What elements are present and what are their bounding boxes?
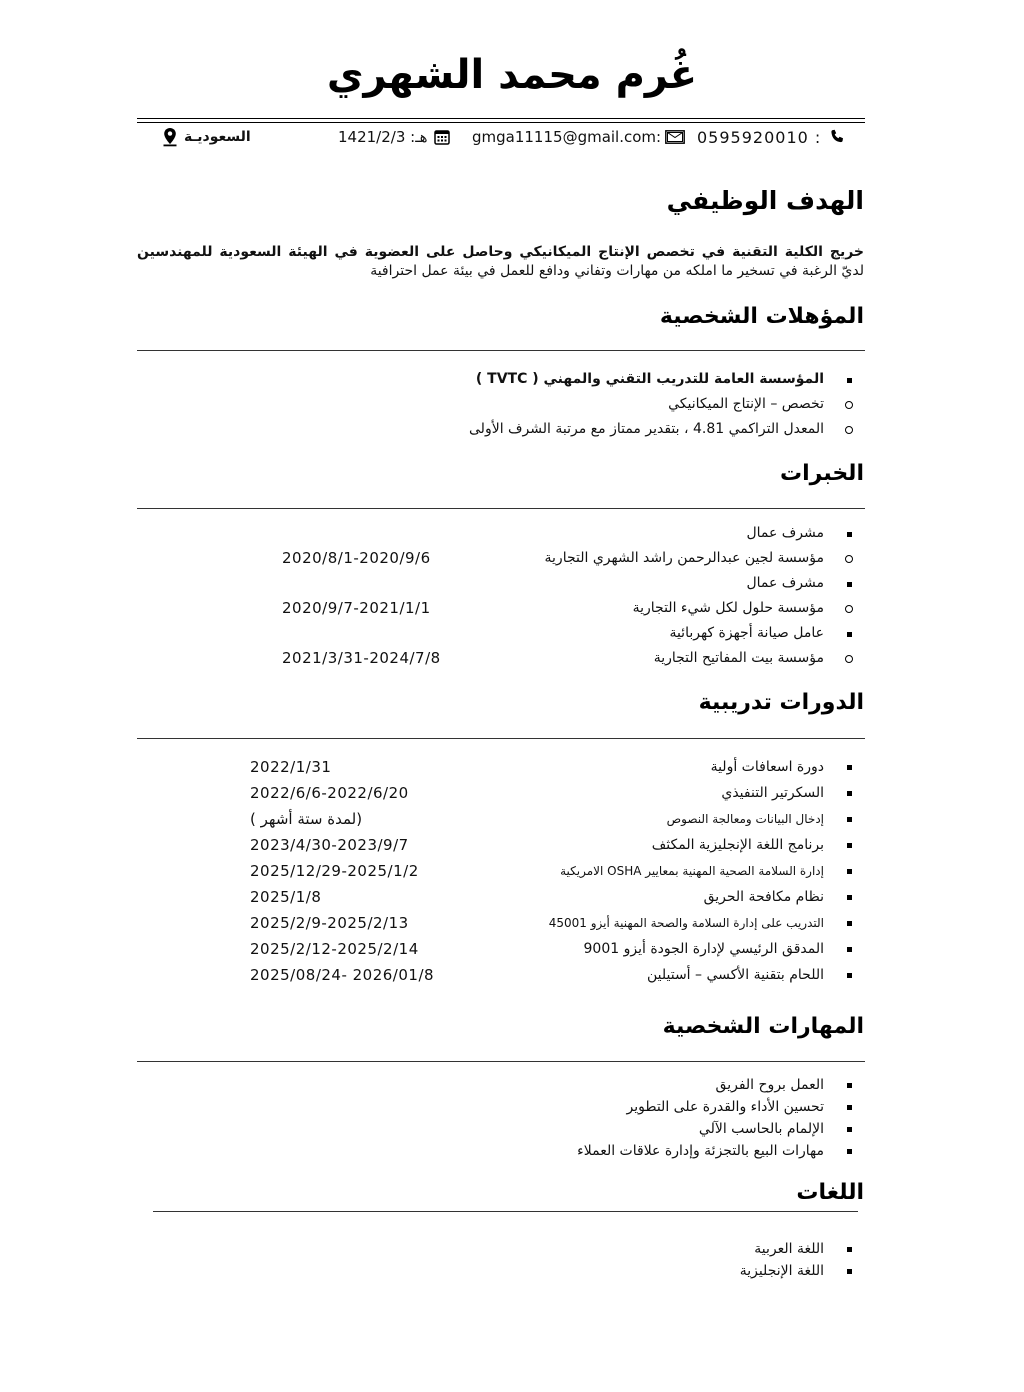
courses-title: الدورات تدريبية <box>698 690 864 715</box>
experience-item-text: مؤسسة حلول لكل شيء التجارية <box>632 600 824 616</box>
skill-item <box>137 1140 824 1162</box>
square-bullet-icon <box>840 1118 858 1140</box>
square-bullet-icon <box>840 367 858 392</box>
course-item-date: ( لمدة ستة أشهر) <box>250 810 363 828</box>
circle-bullet-icon <box>840 546 858 571</box>
experience-item-date: 2021/3/31-2024/7/8 <box>282 649 441 667</box>
course-item <box>250 962 824 988</box>
course-item <box>250 832 824 858</box>
courses-list <box>250 754 824 988</box>
languages-list <box>137 1238 824 1282</box>
square-bullet-icon <box>840 832 858 858</box>
course-item-text: اللحام بتقنية الأكسي – أستيلين <box>646 967 824 983</box>
experience-item-text: مشرف عمال <box>746 525 824 541</box>
course-item <box>250 936 824 962</box>
square-bullet-icon <box>840 936 858 962</box>
course-item <box>250 806 824 832</box>
course-item-date: 2022/1/31 <box>250 758 332 776</box>
country-text: السعوديـة <box>184 129 251 145</box>
circle-bullet-icon <box>840 646 858 671</box>
experience-divider <box>137 508 865 509</box>
objective-text <box>137 243 864 281</box>
course-item-date: 2022/6/6-2022/6/20 <box>250 784 409 802</box>
experience-title: الخبرات <box>780 461 864 486</box>
skill-item-text: العمل بروح الفريق <box>715 1077 824 1093</box>
experience-item-date: 2020/9/7-2021/1/1 <box>282 599 431 617</box>
course-item-text: إدخال البيانات ومعالجة النصوص <box>666 812 824 826</box>
experience-item-date: 2020/8/1-2020/9/6 <box>282 549 431 567</box>
square-bullet-icon <box>840 962 858 988</box>
language-item-text: اللغة الإنجليزية <box>739 1263 824 1279</box>
birthdate-text: 1421/2/3 :هـ <box>338 128 428 146</box>
contact-email <box>472 124 692 150</box>
experience-item <box>282 596 824 621</box>
course-item-text: نظام مكافحة الحريق <box>703 889 824 905</box>
qualification-item <box>137 417 824 442</box>
header-divider-bottom <box>137 122 865 123</box>
location-pin-icon <box>162 127 178 147</box>
languages-divider <box>153 1211 858 1212</box>
courses-divider <box>137 738 865 739</box>
course-item-text: إدارة السلامة الصحية المهنية بمعايير OSHA الامريكية <box>560 864 824 878</box>
course-item-date: 2025/2/9-2025/2/13 <box>250 914 409 932</box>
experience-item <box>282 571 824 596</box>
square-bullet-icon <box>840 910 858 936</box>
objective-title: الهدف الوظيفي <box>666 186 864 215</box>
square-bullet-icon <box>840 1096 858 1118</box>
experience-item <box>282 521 824 546</box>
square-bullet-icon <box>840 1260 858 1282</box>
language-item <box>137 1238 824 1260</box>
course-item-date: 2025/12/29-2025/1/2 <box>250 862 419 880</box>
contact-phone <box>697 124 847 150</box>
square-bullet-icon <box>840 754 858 780</box>
contact-country <box>162 124 262 150</box>
circle-bullet-icon <box>840 417 858 442</box>
square-bullet-icon <box>840 1074 858 1096</box>
course-item-text: برنامج اللغة الإنجليزية المكثف <box>651 837 824 853</box>
qualification-item <box>137 367 824 392</box>
calendar-icon <box>434 129 450 145</box>
candidate-name: غُرم محمد الشهري <box>326 52 698 98</box>
phone-icon <box>829 129 845 145</box>
qualification-item <box>137 392 824 417</box>
email-address: gmga11115@gmail.com: <box>472 128 662 146</box>
qualifications-divider <box>137 350 865 351</box>
skills-list <box>137 1074 824 1162</box>
course-item <box>250 884 824 910</box>
skill-item-text: الإلمام بالحاسب الآلي <box>698 1121 824 1137</box>
square-bullet-icon <box>840 571 858 596</box>
circle-bullet-icon <box>840 392 858 417</box>
skill-item-text: مهارات البيع بالتجزئة وإدارة علاقات العملاء <box>577 1143 824 1159</box>
square-bullet-icon <box>840 780 858 806</box>
objective-plain-text: لديّ الرغبة في تسخير ما املكه من مهارات وتفاني ودافع للعمل في بيئة عمل احترافية <box>370 263 864 279</box>
square-bullet-icon <box>840 884 858 910</box>
experience-item <box>282 646 824 671</box>
course-item-text: المدقق الرئيسي لإدارة الجودة أيزو 9001 <box>583 941 824 957</box>
circle-bullet-icon <box>840 596 858 621</box>
experience-item-text: مؤسسة لجين عبدالرحمن راشد الشهري التجارية <box>544 550 824 566</box>
experience-list <box>282 521 824 671</box>
course-item-date: 2025/1/8 <box>250 888 322 906</box>
language-item-text: اللغة العربية <box>754 1241 824 1257</box>
experience-item-text: مشرف عمال <box>746 575 824 591</box>
experience-item <box>282 546 824 571</box>
qualification-item-text: المعدل التراكمي 4.81 ، بتقدير ممتاز مع مرتبة الشرف الأولى <box>469 421 824 437</box>
course-item-date: 2025/08/24- 2026/01/8 <box>250 966 435 984</box>
square-bullet-icon <box>840 1238 858 1260</box>
experience-item-text: عامل صيانة أجهزة كهربائية <box>669 625 824 641</box>
course-item-text: دورة اسعافات أولية <box>710 759 824 775</box>
skill-item <box>137 1074 824 1096</box>
course-item <box>250 780 824 806</box>
header-divider-top <box>137 118 865 119</box>
skills-divider <box>137 1061 865 1062</box>
square-bullet-icon <box>840 806 858 832</box>
objective-bold-text: خريج الكلية التقنية في تخصص الإنتاج الميكانيكي وحاصل على العضوية في الهيئة السعودية للمهندسين <box>137 244 864 260</box>
qualification-item-text: المؤسسة العامة للتدريب التقني والمهني ( TVTC ) <box>475 371 824 387</box>
experience-item <box>282 621 824 646</box>
contact-birthdate <box>338 124 473 150</box>
course-item-date: 2025/2/12-2025/2/14 <box>250 940 419 958</box>
skill-item-text: تحسين الأداء والقدرة على التطوير <box>626 1099 824 1115</box>
experience-item-text: مؤسسة بيت المفاتيح التجارية <box>653 650 824 666</box>
qualifications-title: المؤهلات الشخصية <box>659 304 864 329</box>
course-item <box>250 858 824 884</box>
qualifications-list <box>137 367 824 442</box>
course-item-text: التدريب على إدارة السلامة والصحة المهنية أيزو 45001 <box>548 916 824 930</box>
email-icon <box>665 130 685 144</box>
skills-title: المهارات الشخصية <box>662 1014 864 1039</box>
course-item-date: 2023/4/30-2023/9/7 <box>250 836 409 854</box>
square-bullet-icon <box>840 621 858 646</box>
languages-title: اللغات <box>796 1180 864 1205</box>
skill-item <box>137 1118 824 1140</box>
skill-item <box>137 1096 824 1118</box>
phone-number: 0595920010 : <box>697 127 822 147</box>
square-bullet-icon <box>840 521 858 546</box>
square-bullet-icon <box>840 858 858 884</box>
qualification-item-text: تخصص – الإنتاج الميكانيكي <box>668 396 824 412</box>
course-item-text: السكرتير التنفيذي <box>721 785 824 801</box>
course-item <box>250 754 824 780</box>
language-item <box>137 1260 824 1282</box>
square-bullet-icon <box>840 1140 858 1162</box>
course-item <box>250 910 824 936</box>
